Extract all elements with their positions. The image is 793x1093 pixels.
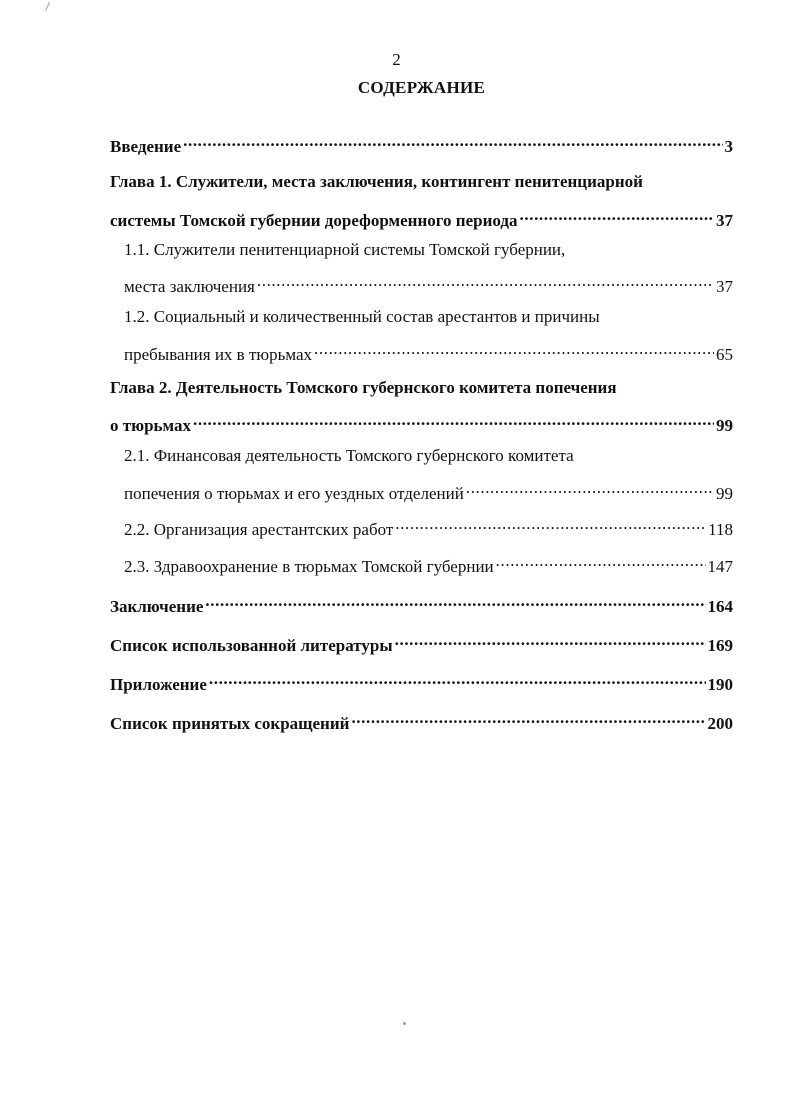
toc-entry-section-1-2-line-1[interactable] bbox=[124, 306, 733, 328]
toc-entry-label: системы Томской губернии дореформенного периода bbox=[110, 211, 518, 230]
toc-entry-label: 1.2. Социальный и количественный состав арестантов и причины bbox=[124, 307, 600, 326]
toc-entry-page: 3 bbox=[724, 137, 733, 156]
toc-entry-page: 99 bbox=[716, 416, 733, 435]
dot-leader bbox=[466, 477, 714, 499]
toc-entry-section-2-1-line-1[interactable] bbox=[124, 445, 733, 467]
toc-entry-page: 37 bbox=[716, 277, 733, 296]
toc-entry-label: Заключение bbox=[110, 597, 204, 616]
dot-leader bbox=[257, 270, 714, 292]
page-title: СОДЕРЖАНИЕ bbox=[357, 78, 486, 97]
toc-entry-appendix[interactable] bbox=[110, 668, 733, 694]
toc-entry-abbreviations[interactable] bbox=[110, 707, 733, 733]
dot-leader bbox=[395, 513, 706, 535]
toc-entry-page: 164 bbox=[707, 597, 733, 616]
toc-entry-introduction[interactable] bbox=[110, 130, 733, 156]
toc-entry-section-2-2[interactable] bbox=[124, 513, 733, 539]
toc-entry-page: 190 bbox=[707, 675, 733, 694]
dot-leader bbox=[314, 338, 714, 360]
toc-entry-label: Глава 1. Служители, места заключения, контингент пенитенциарной bbox=[110, 172, 643, 191]
dot-leader bbox=[395, 629, 706, 651]
toc-entry-page: 65 bbox=[716, 345, 733, 364]
toc-entry-page: 147 bbox=[707, 557, 733, 576]
dot-leader bbox=[351, 707, 705, 729]
toc-entry-label: 2.3. Здравоохранение в тюрьмах Томской губернии bbox=[124, 557, 494, 576]
toc-entry-page: 169 bbox=[707, 636, 733, 655]
toc-entry-page: 37 bbox=[716, 211, 733, 230]
toc-entry-label: Введение bbox=[110, 137, 182, 156]
dot-leader bbox=[209, 668, 706, 690]
toc-entry-label: места заключения bbox=[124, 277, 255, 296]
toc-entry-page: 99 bbox=[716, 484, 733, 503]
toc-entry-chapter-2-line-1[interactable] bbox=[110, 377, 733, 399]
toc-entry-label: Глава 2. Деятельность Томского губернского комитета попечения bbox=[110, 378, 617, 397]
toc-entry-label: Список использованной литературы bbox=[110, 636, 393, 655]
toc-entry-chapter-1-line-1[interactable] bbox=[110, 171, 733, 193]
toc-entry-chapter-1-line-2[interactable] bbox=[110, 204, 733, 230]
dot-leader bbox=[496, 550, 706, 572]
toc-entry-label: Приложение bbox=[110, 675, 207, 694]
toc-entry-section-2-3[interactable] bbox=[124, 550, 733, 576]
toc-entry-page: 200 bbox=[707, 714, 733, 733]
toc-entry-page: 118 bbox=[708, 520, 733, 539]
dot-leader bbox=[183, 130, 722, 152]
scan-mark bbox=[45, 2, 50, 11]
toc-entry-section-2-1-line-2[interactable] bbox=[124, 477, 733, 503]
toc-entry-label: пребывания их в тюрьмах bbox=[124, 345, 313, 364]
toc-entry-label: 1.1. Служители пенитенциарной системы Томской губернии, bbox=[124, 240, 566, 259]
toc-entry-label: о тюрьмах bbox=[110, 416, 191, 435]
toc-entry-label: попечения о тюрьмах и его уездных отделений bbox=[124, 484, 464, 503]
dot-leader bbox=[193, 409, 714, 431]
toc-entry-label: Список принятых сокращений bbox=[110, 714, 350, 733]
toc-entry-section-1-2-line-2[interactable] bbox=[124, 338, 733, 364]
dot-leader bbox=[205, 590, 705, 612]
toc-entry-chapter-2-line-2[interactable] bbox=[110, 409, 733, 435]
page-number: 2 bbox=[392, 50, 401, 69]
scan-speck bbox=[403, 1022, 406, 1025]
toc-entry-bibliography[interactable] bbox=[110, 629, 733, 655]
toc-entry-label: 2.1. Финансовая деятельность Томского губернского комитета bbox=[124, 446, 574, 465]
dot-leader bbox=[520, 204, 714, 226]
toc-entry-conclusion[interactable] bbox=[110, 590, 733, 616]
toc-entry-label: 2.2. Организация арестантских работ bbox=[124, 520, 394, 539]
toc-entry-section-1-1-line-2[interactable] bbox=[124, 270, 733, 296]
toc-entry-section-1-1-line-1[interactable] bbox=[124, 239, 733, 261]
